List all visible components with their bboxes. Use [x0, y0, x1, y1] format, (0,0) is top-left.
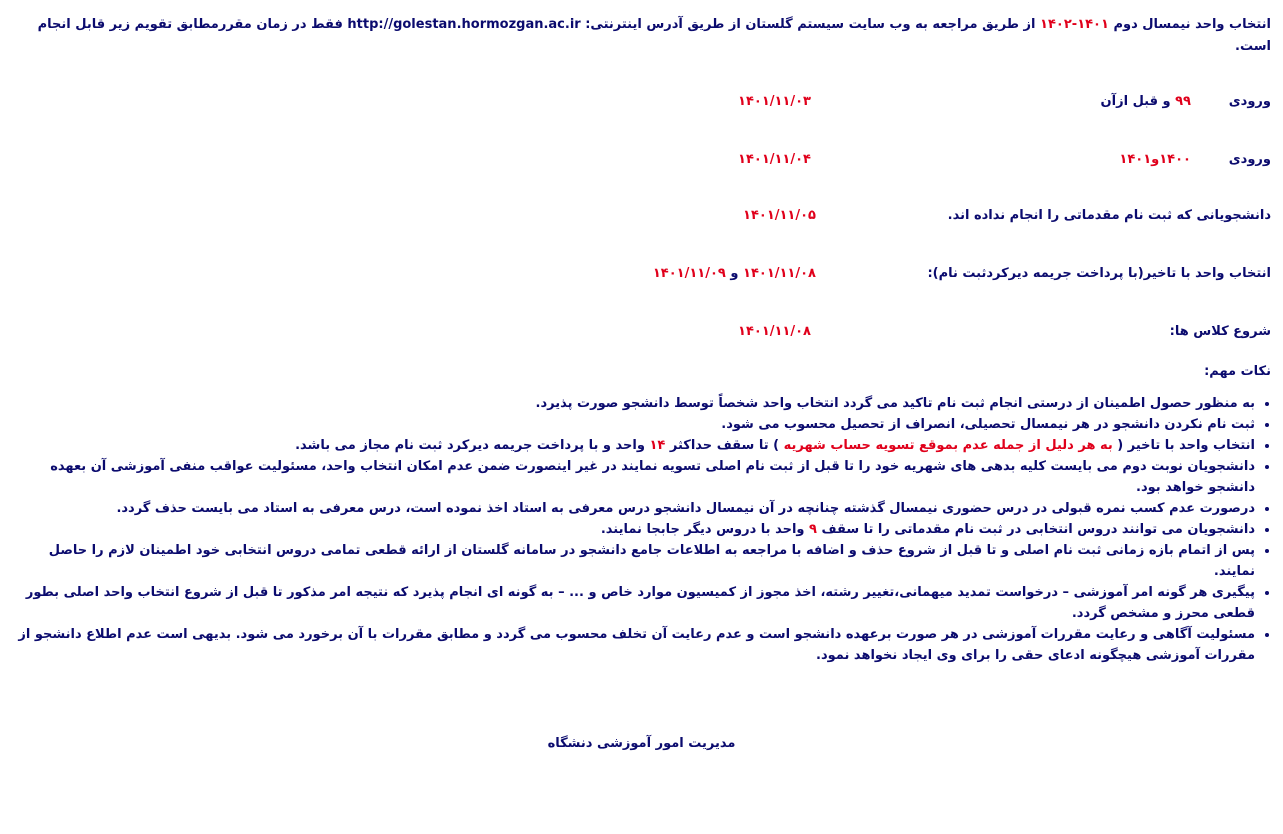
intro-paragraph — [12, 14, 1271, 58]
list-item: • دانشجویان نوبت دوم می بایست کلیه بدهی های شهریه خود را تا قبل از ثبت نام اصلی تسویه نمایند در غیر اینصورت ضمن عدم امکان انتخاب واحد، مسئولیت عواقب منفی آموزشی آن بعهده دانشجو خواهد بود. — [12, 456, 1255, 498]
list-item: • پیگیری هر گونه امر آموزشی – درخواست تمدید میهمانی،تغییر رشته، اخذ مجوز از کمیسیون موارد خاص و ... – به گونه ای انجام پذیرد که نتیجه امر مذکور تا قبل از شروع انتخاب واحد اصلی بطور قطعی محرز و مشخص گردد. — [12, 582, 1255, 624]
notes-heading: نکات مهم: — [1204, 364, 1271, 379]
schedule-label: انتخاب واحد با تاخیر(با پرداخت جریمه دیرکردثبت نام): — [927, 266, 1271, 281]
schedule-date: ۱۴۰۱/۱۱/۰۵ — [743, 208, 816, 223]
schedule-group: ۹۹ و قبل ازآن — [1100, 94, 1191, 109]
schedule-label: شروع کلاس ها: — [1169, 324, 1271, 339]
intro-text-3: فقط در زمان مقررمطابق تقویم زیر قابل انجام است. — [37, 17, 1271, 54]
notes-list — [12, 393, 1271, 666]
schedule-group: ۱۴۰۰و۱۴۰۱ — [1119, 152, 1191, 167]
list-item: • پس از اتمام بازه زمانی ثبت نام اصلی و تا قبل از شروع حذف و اضافه با مراجعه به اطلاعات جامع دانشجو در سامانه گلستان از ارائه قطعی تمامی دروس انتخابی خود اطمینان لازم را حاصل نمایند. — [12, 540, 1255, 582]
schedule-table — [12, 68, 1271, 364]
list-item: • ثبت نام نکردن دانشجو در هر نیمسال تحصیلی، انصراف از تحصیل محسوب می شود. — [12, 414, 1255, 435]
list-item: • دانشجویان می توانند دروس انتخابی در ثبت نام مقدماتی را تا سقف ۹ واحد با دروس دیگر جابجا نمایند. — [12, 519, 1255, 540]
schedule-row — [12, 208, 1271, 230]
list-item: • انتخاب واحد با تاخیر ( به هر دلیل از جمله عدم بموقع تسویه حساب شهریه ) تا سقف حداکثر ۱۴ واحد و با پرداخت جریمه دیرکرد ثبت نام مجاز می باشد. — [12, 435, 1255, 456]
schedule-date: ۱۴۰۱/۱۱/۰۳ — [738, 94, 811, 109]
schedule-label: دانشجویانی که ثبت نام مقدماتی را انجام نداده اند. — [947, 208, 1271, 223]
schedule-row — [12, 266, 1271, 288]
schedule-row — [12, 324, 1271, 346]
schedule-label: ورودی — [1228, 152, 1271, 167]
schedule-row — [12, 152, 1271, 174]
intro-text-2: از طریق مراجعه به وب سایت سیستم گلستان از طریق آدرس اینترنتی: — [585, 17, 1036, 32]
schedule-date: ۱۴۰۱/۱۱/۰۸ — [738, 324, 811, 339]
intro-url: http://golestan.hormozgan.ac.ir — [347, 17, 581, 32]
list-item: • مسئولیت آگاهی و رعایت مقررات آموزشی در هر صورت برعهده دانشجو است و عدم رعایت آن تخلف محسوب می گردد و مطابق مقررات با آن برخورد می شود. بدیهی است عدم اطلاع دانشجو از مقررات آموزشی هیچگونه ادعای حقی را برای وی ایجاد نخواهد نمود. — [12, 624, 1255, 666]
intro-year: ۱۴۰۱-۱۴۰۲ — [1040, 17, 1109, 32]
list-item: • به منظور حصول اطمینان از درستی انجام ثبت نام تاکید می گردد انتخاب واحد شخصاً توسط دانشجو صورت پذیرد. — [12, 393, 1255, 414]
list-item: • درصورت عدم کسب نمره قبولی در درس حضوری نیمسال گذشته چنانچه در آن نیمسال دانشجو درس معرفی به استاد اخذ نموده است، درس معرفی به استاد می بایست حذف گردد. — [12, 498, 1255, 519]
schedule-row — [12, 94, 1271, 116]
schedule-label: ورودی — [1228, 94, 1271, 109]
footer-signature: مدیریت امور آموزشی دنشگاه — [547, 736, 736, 751]
schedule-date: ۱۴۰۱/۱۱/۰۴ — [738, 152, 811, 167]
schedule-date-range: ۱۴۰۱/۱۱/۰۸ و ۱۴۰۱/۱۱/۰۹ — [652, 266, 816, 281]
intro-text-1: انتخاب واحد نیمسال دوم — [1113, 17, 1271, 32]
